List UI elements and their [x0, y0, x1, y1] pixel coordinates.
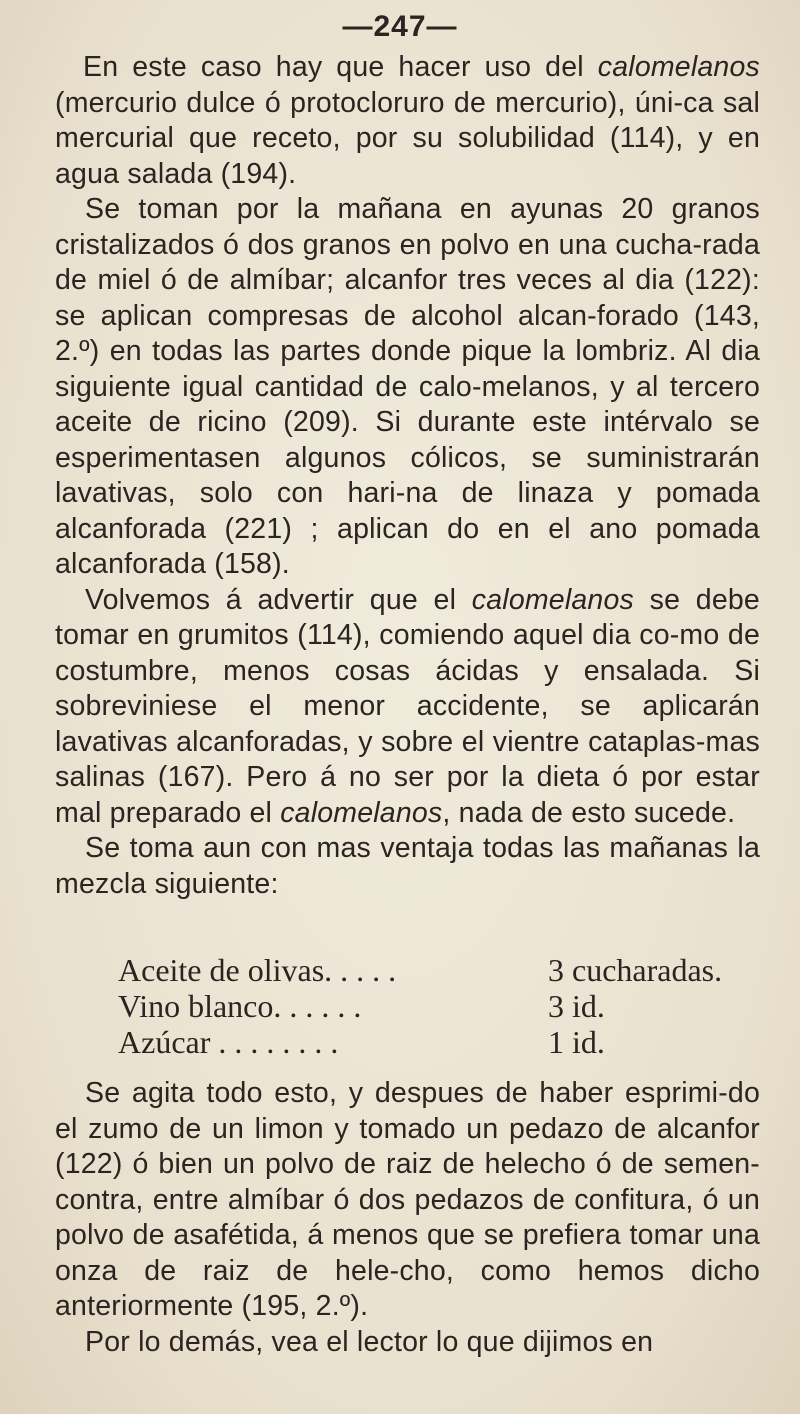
text-segment: se debe tomar en grumitos (114), comiendo aquel dia co-mo de costumbre, menos cosas ácidas y ensalada. Si sobreviniese el menor accidente, se aplicarán lavativas alcanforadas, y sobre el vientre cataplas-mas salinas (167). Pero á no ser por la dieta ó por estar mal preparado el	[55, 583, 760, 829]
text-segment: Se toman por la mañana en ayunas 20 granos cristalizados ó dos granos en polvo en una cucha-rada de miel ó de almíbar; alcanfor tres veces al dia (122): se aplican compresas de alcohol alcan-forado (143, 2.º) en todas las partes donde pique la lombriz. Al dia siguiente igual cantidad de calo-melanos, y al tercero aceite de ricino (209). Si durante este intérvalo se esperimentasen algunos cólicos, se suministrarán lavativas, solo con hari-na de linaza y pomada alcanforada (221) ; aplican do en el ano pomada alcanforada (158).	[55, 193, 760, 580]
text-segment: (mercurio dulce ó protocloruro de mercurio), úni-ca sal mercurial que receto, por su solubilidad (114), y en agua salada (194).	[55, 86, 760, 190]
text-segment: Se toma aun con mas ventaja todas las mañanas la mezcla siguiente:	[55, 832, 760, 900]
recipe-quantity: 3 id.	[548, 988, 605, 1024]
italic-term: calomelanos	[471, 583, 634, 616]
paragraph	[55, 583, 760, 832]
page-number: —247—	[342, 10, 458, 43]
recipe-quantity: 3 cucharadas.	[548, 952, 723, 988]
paragraph	[55, 1076, 760, 1325]
recipe-row	[118, 952, 758, 988]
text-segment: En este caso hay que hacer uso del	[83, 51, 598, 83]
text-segment: Por lo demás, vea el lector lo que dijimos en	[85, 1325, 654, 1358]
recipe-list	[118, 952, 758, 1060]
recipe-ingredient: Vino blanco. . . . . .	[118, 988, 362, 1024]
recipe-quantity: 1 id.	[548, 1024, 605, 1060]
recipe-row	[118, 988, 758, 1024]
recipe-ingredient: Azúcar . . . . . . . .	[118, 1024, 339, 1060]
paragraph	[55, 831, 760, 902]
paragraph	[55, 1325, 760, 1361]
text-segment: , nada de esto sucede.	[442, 796, 736, 829]
body-text-bottom	[55, 1076, 760, 1360]
recipe-ingredient: Aceite de olivas. . . . .	[118, 952, 397, 988]
italic-term: calomelanos	[597, 51, 760, 83]
paragraph	[55, 192, 760, 583]
text-segment: Volvemos á advertir que el	[85, 583, 472, 616]
paragraph	[55, 50, 760, 192]
text-segment: Se agita todo esto, y despues de haber esprimi-do el zumo de un limon y tomado un pedazo de alcanfor (122) ó bien un polvo de raiz de helecho ó de semen-contra, entre almíbar ó dos pedazos de confitura, ó un polvo de asafétida, á menos que se prefiera tomar una onza de raiz de hele-cho, como hemos dicho anteriormente (195, 2.º).	[55, 1077, 760, 1322]
recipe-row	[118, 1024, 758, 1060]
body-text-top	[55, 50, 760, 902]
italic-term: calomelanos	[280, 796, 443, 829]
